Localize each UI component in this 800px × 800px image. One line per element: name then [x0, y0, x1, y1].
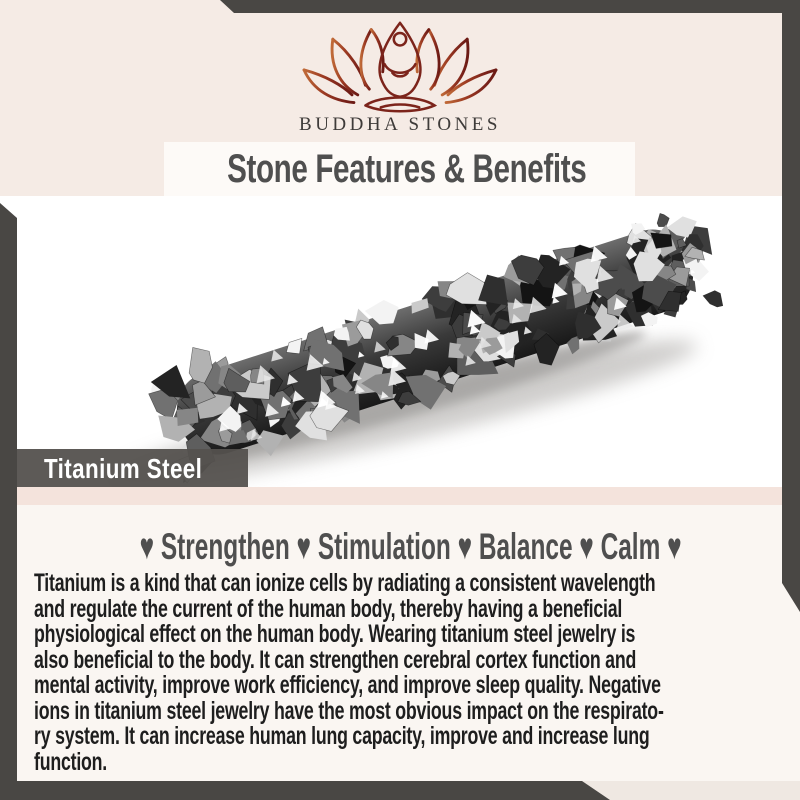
brand-logo — [0, 20, 800, 121]
bottom-corner-accent — [0, 781, 610, 800]
description-line: ions in titanium steel jewelry have the most obvious impact on the respirato- — [34, 696, 664, 725]
stone-name-text: Titanium Steel — [44, 453, 203, 484]
description-line: Titanium is a kind that can ionize cells by radiating a consistent wavelength — [34, 569, 656, 597]
stone-photo-panel — [0, 196, 800, 487]
description-line: and regulate the current of the human body, thereby having a beneficial — [34, 594, 623, 623]
description-line: mental activity, improve work efficiency, and improve sleep quality. Negative — [34, 671, 661, 699]
benefits-section — [0, 505, 800, 781]
divider-band — [0, 487, 800, 505]
description-line: physiological effect on the human body. Wearing titanium steel jewelry is — [34, 620, 636, 648]
benefits-headline — [0, 526, 800, 568]
left-edge-accent — [0, 203, 17, 800]
brand-name: BUDDHA STONES — [299, 114, 501, 135]
titanium-steel-photo — [0, 196, 800, 487]
description-line: function. — [34, 747, 108, 776]
description-line: also beneficial to the body. It can strengthen cerebral cortex function and — [34, 645, 637, 674]
lotus-meditation-icon — [280, 20, 520, 116]
section-title: Stone Features & Benefits — [227, 147, 587, 191]
benefits-headline-text: ♥ Strengthen ♥ Stimulation ♥ Balance ♥ Calm ♥ — [139, 526, 682, 567]
right-edge-accent — [782, 0, 800, 612]
section-title-banner — [164, 142, 635, 196]
stone-name-label — [17, 449, 248, 487]
top-corner-accent — [0, 0, 800, 13]
description-line: ry system. It can increase human lung capacity, improve and increase lung — [34, 722, 650, 750]
stone-description — [34, 571, 800, 775]
